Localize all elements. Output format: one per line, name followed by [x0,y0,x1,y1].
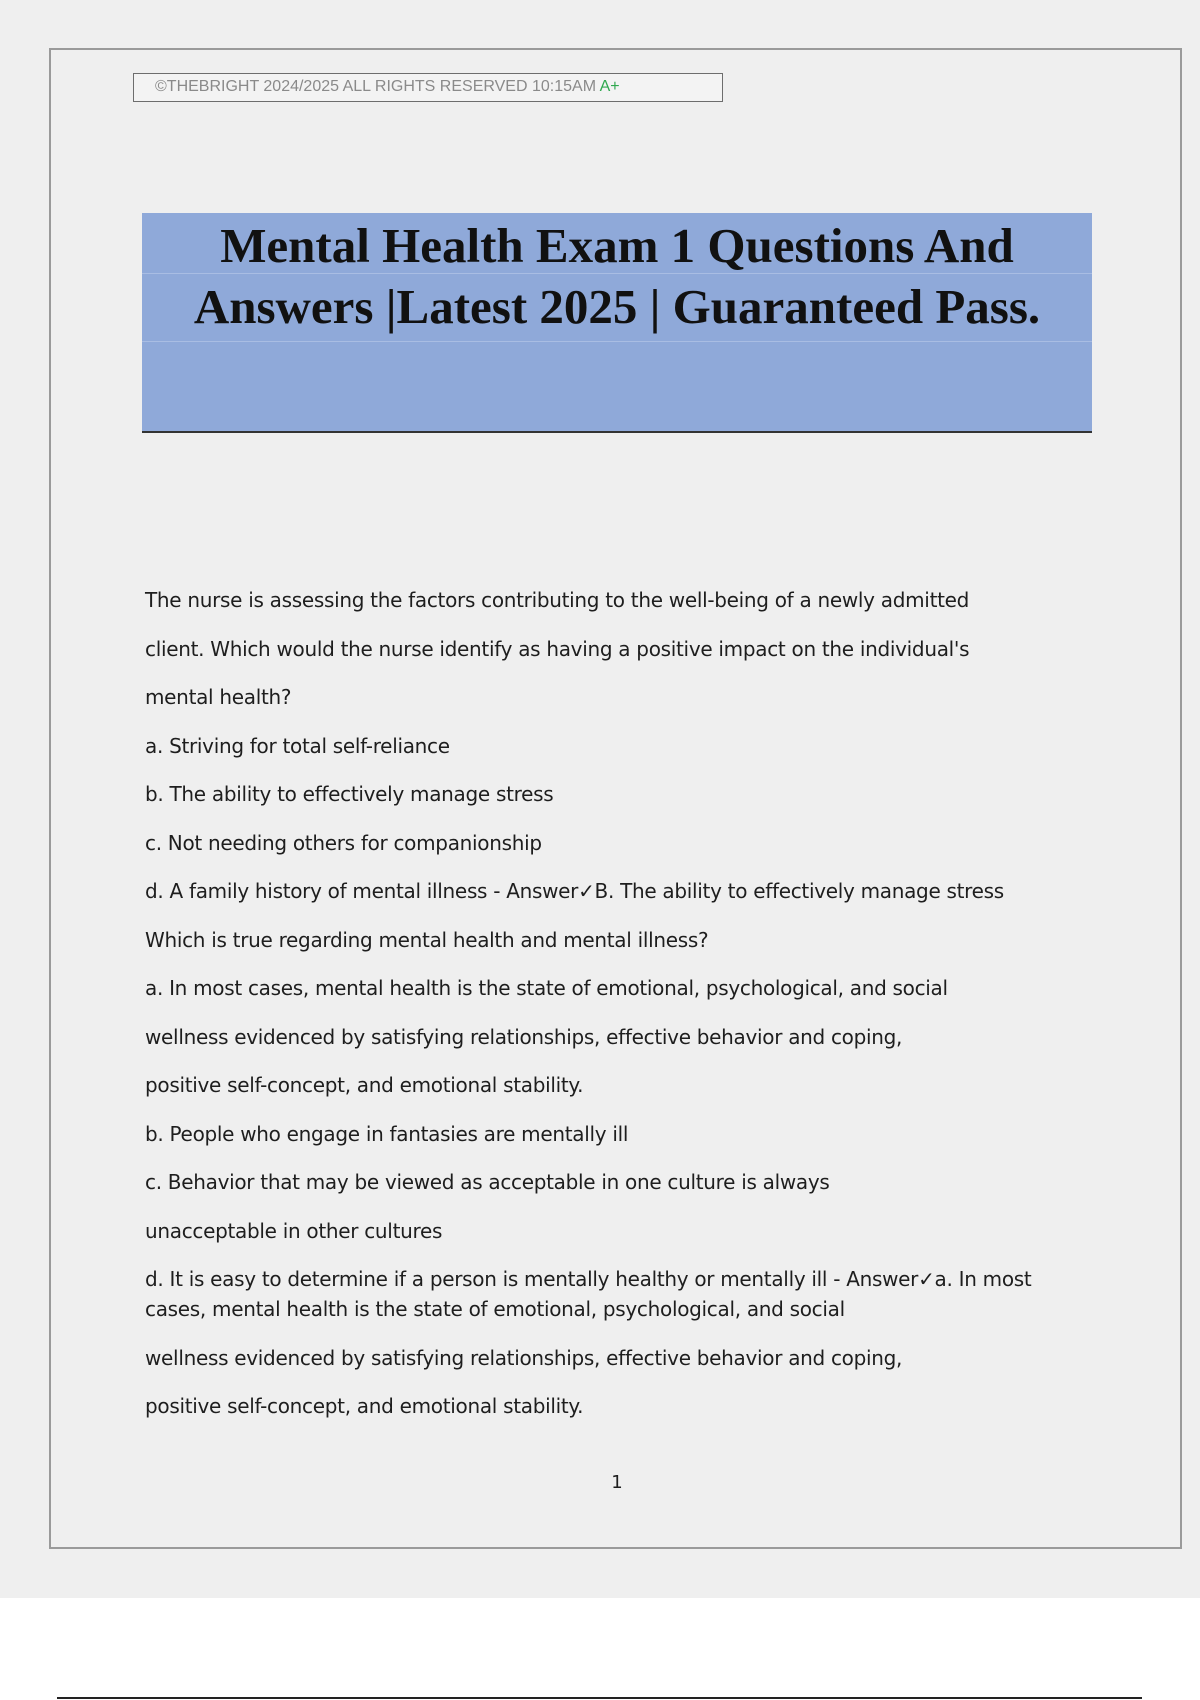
title-line-2: Answers |Latest 2025 | Guaranteed Pass. [193,279,1041,334]
document-body [145,585,1045,1440]
title-rule [142,341,1092,342]
question-1-text: The nurse is assessing the factors contributing to the well-being of a newly admitted [145,588,970,612]
document-title [142,215,1092,337]
copyright-header [133,73,723,102]
title-line-1: Mental Health Exam 1 Questions And [220,218,1014,273]
copyright-text: ©THEBRIGHT 2024/2025 ALL RIGHTS RESERVED 10:15AM [155,78,600,95]
question-2-option-a: positive self-concept, and emotional stability. [145,1073,584,1097]
question-2-option-c: unacceptable in other cultures [145,1218,443,1243]
question-2-answer: wellness evidenced by satisfying relationships, effective behavior and coping, [145,1345,903,1370]
question-1-text: mental health? [145,685,292,709]
question-2-option-a: wellness evidenced by satisfying relationships, effective behavior and coping, [145,1024,903,1049]
question-1-option-a: a. Striving for total self-reliance [145,733,450,758]
question-1-option-b: b. The ability to effectively manage stress [145,782,554,806]
question-2-answer: cases, mental health is the state of emotional, psychological, and social [145,1297,845,1321]
question-2-text: Which is true regarding mental health and mental illness? [145,927,709,952]
question-2-answer: positive self-concept, and emotional stability. [145,1394,584,1418]
page-number: 1 [611,1472,623,1493]
title-banner [142,213,1092,433]
question-2-option-d-answer: d. It is easy to determine if a person is mentally healthy or mentally ill - Answer✓a. In most [145,1267,1032,1291]
question-1-option-d-answer: d. A family history of mental illness - Answer✓B. The ability to effectively manage stress [145,879,1004,903]
page-divider [57,1697,1142,1699]
question-2-option-b: b. People who engage in fantasies are mentally ill [145,1121,629,1146]
question-2-option-c: c. Behavior that may be viewed as acceptable in one culture is always [145,1170,830,1194]
grade-badge: A+ [599,78,620,95]
question-1-text: client. Which would the nurse identify as having a positive impact on the individual's [145,636,970,661]
question-1-option-c: c. Not needing others for companionship [145,830,542,855]
question-2-option-a: a. In most cases, mental health is the state of emotional, psychological, and social [145,976,948,1000]
